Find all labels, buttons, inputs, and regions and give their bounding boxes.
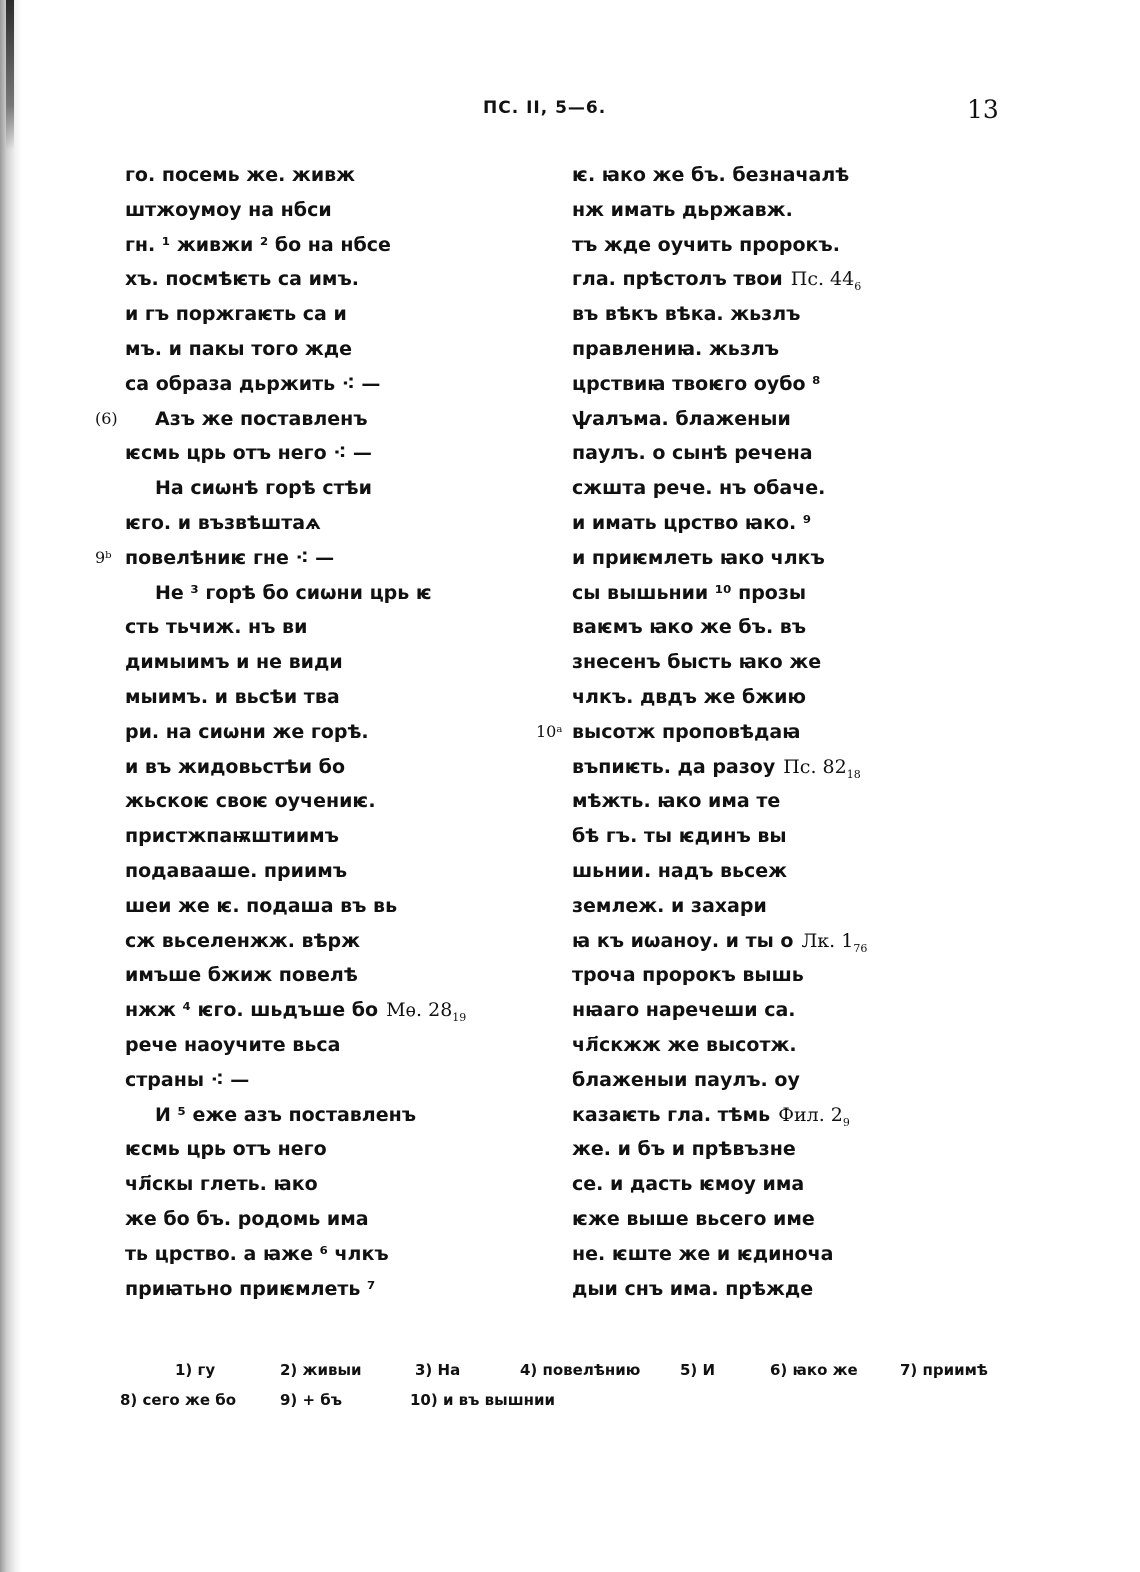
line-text: чл҃скы глеть. ꙗко [125,1173,318,1196]
text-line [572,1132,867,1167]
text-line [125,436,466,471]
line-text: тъ жде оучить пророкъ. [572,233,840,256]
text-line [572,645,867,680]
line-text: же. и бъ и прѣвъзне [572,1138,796,1161]
line-text: ѥже выше вьсего име [572,1207,815,1230]
running-header: ПС. II, 5—6. [483,98,607,118]
text-line [572,1237,867,1272]
footnote: 4) повелѣнию [520,1361,641,1379]
line-text: штжоумоу на нбси [125,198,332,221]
line-text: ри. на сиѡни же горѣ. [125,720,369,743]
text-line [572,367,867,402]
line-text: знесенъ бысть ꙗко же [572,651,822,674]
scripture-reference: Пс. $82_{18}$ [783,755,861,781]
line-text: не. ѥште же и ѥдиноча [572,1242,834,1265]
line-text: бѣ гъ. ты ѥдинъ вы [572,825,787,848]
text-line [125,958,466,993]
margin-marker: 10ᵃ [536,721,563,741]
line-text: ваѥмъ ꙗко же бъ. въ [572,616,807,639]
text-line [572,1202,867,1237]
text-line [572,506,867,541]
scripture-reference: Пс. $44_6$ [790,268,862,294]
text-line [125,262,466,297]
footnotes [120,1355,1020,1415]
text-line [125,750,466,785]
text-line [125,819,466,854]
text-line [125,1063,466,1098]
text-line [572,958,867,993]
text-line [125,576,466,611]
text-line [572,158,867,193]
line-text: же бо бъ. родомь има [125,1207,369,1230]
line-text: члкъ. двдъ же бжию [572,685,806,708]
line-text: гн. ¹ живжи ² бо на нбсе [125,233,391,256]
footnote: 10) и въ вышнии [410,1391,556,1409]
scripture-reference: Мѳ. $28_{19}$ [386,999,467,1024]
line-text: сы вышьнии ¹⁰ прозы [572,581,807,604]
footnote: 7) приимѣ [900,1361,988,1379]
text-line [572,750,867,785]
line-text: паулъ. о сынѣ речена [572,442,813,465]
footnote: 8) сего же бо [120,1391,237,1409]
line-text: жьскоѥ своѥ оучениѥ. [125,790,376,813]
line-text: высотж проповѣдаꙗ [572,720,801,743]
line-text: Азъ же поставленъ [155,407,368,430]
text-line [572,1167,867,1202]
text-line [572,1063,867,1098]
line-text: црствиꙗ твоѥго оубо ⁸ [572,372,821,395]
text-line [536,715,867,750]
text-line [95,402,466,437]
page-edge-shadow [0,0,22,1572]
text-line [125,610,466,645]
scripture-reference: Лк. $1_{76}$ [801,929,868,955]
text-line [125,1028,466,1063]
line-text: хъ. посмѣѥть са имъ. [125,268,359,291]
line-text: ꙗ къ иѡаноу. и ты о [572,929,794,952]
left-text-column [95,158,467,1306]
line-text: страны ⁖ — [125,1068,250,1091]
footnote: 2) живыи [280,1361,362,1379]
line-text: блаженыи паулъ. оу [572,1068,800,1091]
text-line [125,332,466,367]
binding-mark [6,0,14,150]
reference-verse: 19 [452,1010,467,1024]
text-line [572,332,867,367]
text-line [572,228,867,263]
line-text: мыимъ. и вьсѣи тва [125,685,340,708]
line-text: сж вьселенжж. вѣрж [125,929,361,952]
text-line [125,680,466,715]
line-text: и гъ поржгаѥть са и [125,303,347,326]
line-text: правлениꙗ. жьзлъ [572,337,780,360]
text-line [572,680,867,715]
scripture-reference: Фил. $2_9$ [778,1103,850,1129]
text-line [125,471,466,506]
text-line [125,889,466,924]
line-text: И ⁵ еже азъ поставленъ [155,1103,417,1126]
right-text-column [536,158,868,1306]
line-text: шьнии. надъ вьсеж [572,859,788,882]
line-text: казаѥть гла. тѣмь [572,1103,771,1126]
text-line [572,262,867,297]
text-line [572,541,867,576]
text-line [125,1167,466,1202]
text-line [572,924,867,959]
line-text: нꙗаго наречеши са. [572,999,796,1022]
line-text: са образа дьржить ⁖ — [125,372,381,395]
text-line [95,541,466,576]
line-text: чл҃скжж же высотж. [572,1033,797,1056]
line-text: гла. прѣстолъ твои [572,268,783,291]
footnote-row [120,1385,1020,1415]
line-text: нж имать дьржавж. [572,198,793,221]
text-line [125,1272,466,1307]
text-line [572,819,867,854]
margin-marker: (6) [95,408,118,428]
reference-verse: 18 [846,767,861,781]
footnote: 5) И [680,1361,716,1379]
text-line [125,924,466,959]
text-line [572,854,867,889]
line-text: се. и дасть ѥмоу има [572,1173,805,1196]
reference-verse: 9 [842,1115,850,1129]
line-text: ѥ. ꙗко же бъ. безначалѣ [572,164,850,186]
text-line [125,158,466,193]
line-text: димыимъ и не види [125,651,343,674]
line-text: сжшта рече. нъ обаче. [572,477,826,500]
line-text: подавааше. приимъ [125,859,348,882]
line-text: мъ. и пакы того жде [125,337,353,360]
text-line [572,471,867,506]
line-text: рече наоучите вьса [125,1033,341,1056]
line-text: имъше бжиж повелѣ [125,964,358,987]
footnote: 3) На [415,1361,461,1379]
text-line [572,402,867,437]
line-text: На сиѡнѣ горѣ стѣи [155,477,372,500]
line-text: повелѣниѥ гне ⁖ — [125,546,335,569]
text-line [125,645,466,680]
text-line [572,610,867,645]
reference-verse: 76 [853,941,868,955]
page-number: 13 [967,95,999,124]
text-line [125,228,466,263]
footnote: 6) ꙗко же [770,1361,858,1379]
line-text: ѥго. и възвѣштаѧ [125,511,321,534]
line-text: въ вѣкъ вѣка. жьзлъ [572,303,801,326]
line-text: сть тьчиж. нъ ви [125,616,308,639]
line-text: и имать црство ꙗко. ⁹ [572,511,812,534]
margin-marker: 9ᵇ [95,547,112,567]
line-text: приꙗтьно приѥмлеть ⁷ [125,1277,376,1300]
text-line [125,993,466,1028]
line-text: ѥсмь црь отъ него [125,1138,327,1161]
line-text: и въ жидовьстѣи бо [125,755,346,778]
line-text: Не ³ горѣ бо сиѡни црь ѥ [155,581,432,604]
text-line [572,889,867,924]
text-line [572,436,867,471]
text-line [125,854,466,889]
text-line [125,1098,466,1133]
line-text: нжж ⁴ ѥго. шьдъше бо [125,999,379,1022]
text-line [572,784,867,819]
footnote: 1) гу [175,1361,216,1379]
reference-verse: 6 [854,280,862,294]
line-text: го. посемь же. живж [125,164,356,186]
text-line [572,193,867,228]
line-text: мѣжть. ꙗко има те [572,790,781,813]
text-line [125,506,466,541]
text-line [125,1132,466,1167]
line-text: пристжпаѭштиимъ [125,825,339,848]
text-line [125,297,466,332]
text-line [125,1237,466,1272]
text-line [572,1028,867,1063]
line-text: ть црство. а ꙗже ⁶ члкъ [125,1242,389,1265]
line-text: ѥсмь црь отъ него ⁖ — [125,442,372,465]
text-line [572,1098,867,1133]
text-line [125,715,466,750]
footnote: 9) + бъ [280,1391,343,1409]
line-text: и приѥмлеть ꙗко члкъ [572,546,825,569]
text-line [125,367,466,402]
text-line [572,1272,867,1307]
text-line [125,1202,466,1237]
text-line [572,297,867,332]
line-text: дыи снъ има. прѣжде [572,1277,814,1300]
text-line [572,576,867,611]
line-text: ѱалъма. блаженыи [572,407,791,430]
line-text: троча пророкъ вышь [572,964,804,987]
text-line [125,193,466,228]
text-line [125,784,466,819]
line-text: въпиѥть. да разоу [572,755,776,778]
text-line [572,993,867,1028]
footnote-row [120,1355,1020,1385]
line-text: землеж. и захари [572,894,767,917]
line-text: шеи же ѥ. подаша въ вь [125,894,398,917]
